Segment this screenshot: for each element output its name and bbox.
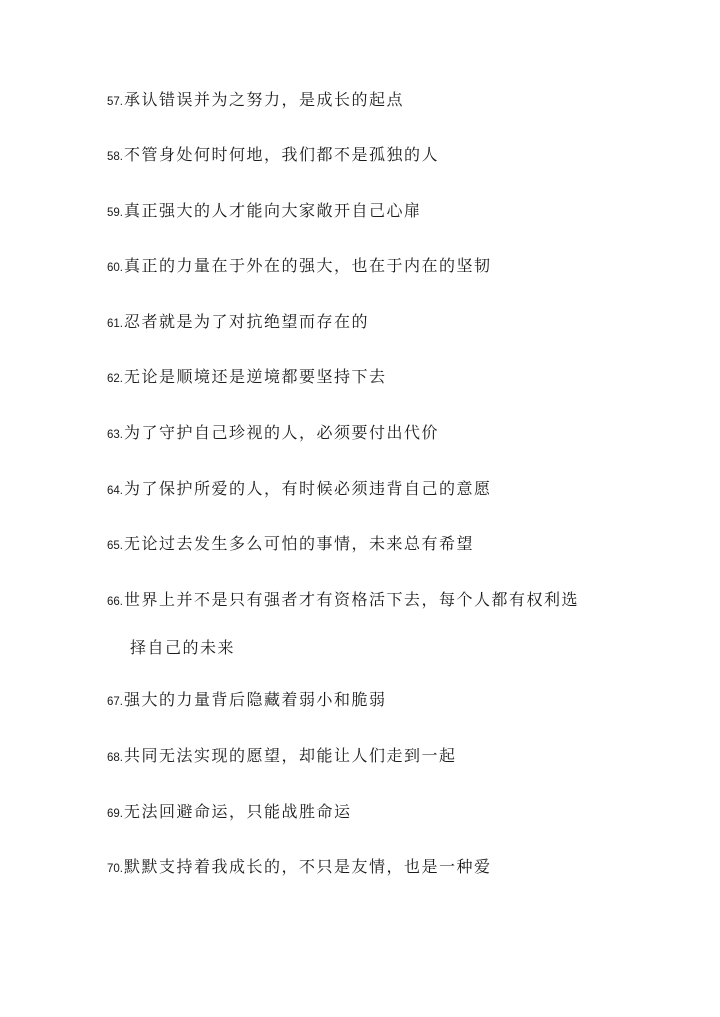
item-text: 默默支持着我成长的，不只是友情，也是一种爱: [124, 857, 492, 876]
list-item: [107, 299, 647, 347]
item-number: 65.: [107, 540, 123, 552]
item-number: 68.: [107, 752, 123, 764]
list-item: [107, 733, 647, 781]
item-text: 为了守护自己珍视的人，必须要付出代价: [124, 423, 440, 442]
item-text: 无法回避命运，只能战胜命运: [124, 802, 352, 821]
list-item: [107, 132, 647, 180]
item-text: 不管身处何时何地，我们都不是孤独的人: [124, 145, 440, 164]
list-item: [107, 521, 647, 569]
item-text: 无论过去发生多么可怕的事情，未来总有希望: [124, 534, 475, 553]
item-number: 70.: [107, 863, 123, 875]
item-text: 真正的力量在于外在的强大，也在于内在的坚韧: [124, 256, 492, 275]
item-number: 63.: [107, 429, 123, 441]
list-item: [107, 466, 647, 514]
item-text: 共同无法实现的愿望，却能让人们走到一起: [124, 746, 457, 765]
list-item: [107, 77, 647, 125]
item-number: 57.: [107, 96, 123, 108]
list-item: [107, 844, 647, 892]
item-text: 无论是顺境还是逆境都要坚持下去: [124, 367, 387, 386]
list-item: [107, 677, 647, 725]
list-item: [107, 188, 647, 236]
item-number: 67.: [107, 696, 123, 708]
item-text: 真正强大的人才能向大家敞开自己心扉: [124, 201, 422, 220]
item-number: 60.: [107, 262, 123, 274]
item-number: 58.: [107, 151, 123, 163]
list-item: [107, 789, 647, 837]
item-number: 69.: [107, 808, 123, 820]
item-number: 59.: [107, 207, 123, 219]
list-item: [107, 243, 647, 291]
item-number: 61.: [107, 318, 123, 330]
list-item: [107, 577, 647, 671]
item-number: 62.: [107, 373, 123, 385]
item-text: 承认错误并为之努力，是成长的起点: [124, 90, 405, 109]
item-text: 强大的力量背后隐藏着弱小和脆弱: [124, 690, 387, 709]
item-number: 66.: [107, 596, 123, 608]
item-number: 64.: [107, 485, 123, 497]
list-item: [107, 354, 647, 402]
item-text: 为了保护所爱的人，有时候必须违背自己的意愿: [124, 479, 492, 498]
item-text: 世界上并不是只有强者才有资格活下去，每个人都有权利选: [124, 590, 580, 609]
item-text: 忍者就是为了对抗绝望而存在的: [124, 312, 370, 331]
list-item: [107, 410, 647, 458]
item-text-continuation: 择自己的未来: [130, 638, 236, 657]
